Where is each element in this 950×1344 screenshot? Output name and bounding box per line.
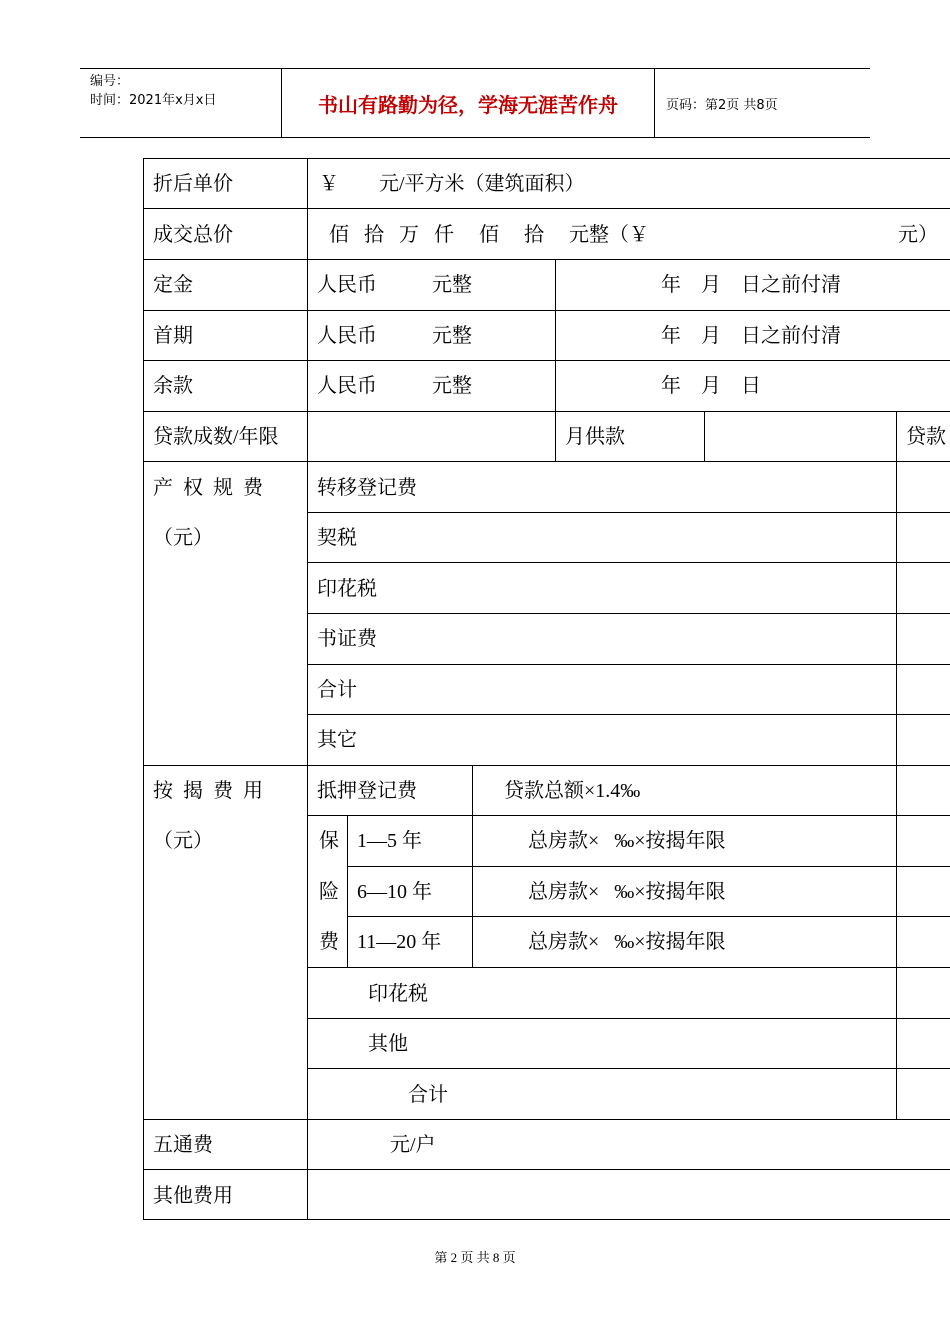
- table-rule: [307, 562, 950, 563]
- utilities-label: 五通费: [153, 1134, 213, 1156]
- balance-label: 余款: [153, 375, 193, 397]
- deposit-label: 定金: [153, 274, 193, 296]
- total-price-label: 成交总价: [153, 224, 233, 246]
- table-rule: [896, 411, 897, 1119]
- table-rule: [143, 158, 144, 1220]
- insurance-formula: 总房款× ‰×按揭年限: [528, 881, 726, 903]
- mortgage-fees-label: 按 揭 费 用: [153, 780, 263, 802]
- unit-price-label: 折后单价: [153, 173, 233, 195]
- monthly-payment-label: 月供款: [565, 426, 625, 448]
- table-rule: [143, 158, 950, 159]
- table-rule: [307, 967, 950, 968]
- table-rule: [307, 1018, 950, 1019]
- header-motto: 书山有路勤为径，学海无涯苦作舟: [318, 92, 618, 117]
- title-fee-item: 合计: [317, 679, 357, 701]
- deposit-amount: 人民币 元整: [317, 274, 472, 296]
- first-payment-label: 首期: [153, 325, 193, 347]
- title-fee-item: 书证费: [317, 628, 377, 650]
- insurance-term: 11—20 年: [357, 931, 442, 953]
- total-price-tail: 元）: [898, 224, 938, 246]
- title-fee-item: 契税: [317, 527, 357, 549]
- table-rule: [143, 259, 950, 260]
- table-rule: [307, 158, 308, 1220]
- mortgage-registration-label: 抵押登记费: [317, 780, 417, 802]
- date-label: 时间：2021年x月x日: [90, 93, 217, 108]
- table-rule: [307, 664, 950, 665]
- insurance-formula: 总房款× ‰×按揭年限: [528, 830, 726, 852]
- title-fees-label: 产 权 规 费: [153, 477, 263, 499]
- deposit-date: 年 月 日之前付清: [661, 274, 841, 296]
- table-rule: [472, 765, 473, 967]
- table-rule: [143, 411, 950, 412]
- table-rule: [143, 1119, 950, 1120]
- table-rule: [347, 916, 950, 917]
- table-rule: [143, 461, 950, 462]
- first-payment-amount: 人民币 元整: [317, 325, 472, 347]
- balance-date: 年 月 日: [661, 375, 761, 397]
- loan-cut-label: 贷款: [906, 426, 946, 448]
- title-fee-item: 印花税: [317, 578, 377, 600]
- balance-amount: 人民币 元整: [317, 375, 472, 397]
- mortgage-other: 其他: [368, 1033, 408, 1055]
- title-fees-unit: （元）: [153, 527, 213, 549]
- table-rule: [307, 1068, 950, 1069]
- insurance-label-char: 险: [319, 881, 339, 903]
- insurance-label-char: 保: [319, 830, 339, 852]
- other-fees-label: 其他费用: [153, 1185, 233, 1207]
- price-form-table: [143, 158, 950, 1220]
- insurance-term: 1—5 年: [357, 830, 422, 852]
- table-rule: [143, 360, 950, 361]
- table-rule: [307, 815, 950, 816]
- first-payment-date: 年 月 日之前付清: [661, 325, 841, 347]
- table-rule: [704, 411, 705, 461]
- mortgage-total: 合计: [408, 1084, 448, 1106]
- table-rule: [143, 1219, 950, 1220]
- table-rule: [555, 259, 556, 461]
- table-rule: [143, 208, 950, 209]
- mortgage-fees-unit: （元）: [153, 830, 213, 852]
- table-rule: [307, 613, 950, 614]
- mortgage-registration-formula: 贷款总额×1.4‰: [504, 780, 641, 802]
- table-rule: [307, 512, 950, 513]
- table-rule: [307, 714, 950, 715]
- table-rule: [347, 815, 348, 967]
- table-rule: [143, 765, 950, 766]
- header-page-info: 页码：第2页 共8页: [666, 97, 778, 113]
- serial-label: 编号：: [90, 74, 130, 89]
- table-rule: [143, 310, 950, 311]
- title-fee-item: 其它: [317, 729, 357, 751]
- insurance-term: 6—10 年: [357, 881, 432, 903]
- insurance-label-char: 费: [319, 931, 339, 953]
- header-meta: [90, 72, 216, 110]
- table-rule: [347, 866, 950, 867]
- utilities-value: 元/户: [390, 1134, 436, 1156]
- insurance-formula: 总房款× ‰×按揭年限: [528, 931, 726, 953]
- header-divider: [654, 69, 655, 137]
- mortgage-stamp-tax: 印花税: [368, 983, 428, 1005]
- loan-label: 贷款成数/年限: [153, 426, 279, 448]
- total-price-value: 佰 拾 万 仟 佰 拾 元整（￥: [319, 224, 649, 246]
- title-fee-item: 转移登记费: [317, 477, 417, 499]
- table-rule: [143, 1169, 950, 1170]
- page-footer: 第 2 页 共 8 页: [434, 1250, 516, 1265]
- unit-price-value: ￥ 元/平方米（建筑面积）: [319, 173, 585, 195]
- page-header: [80, 68, 870, 138]
